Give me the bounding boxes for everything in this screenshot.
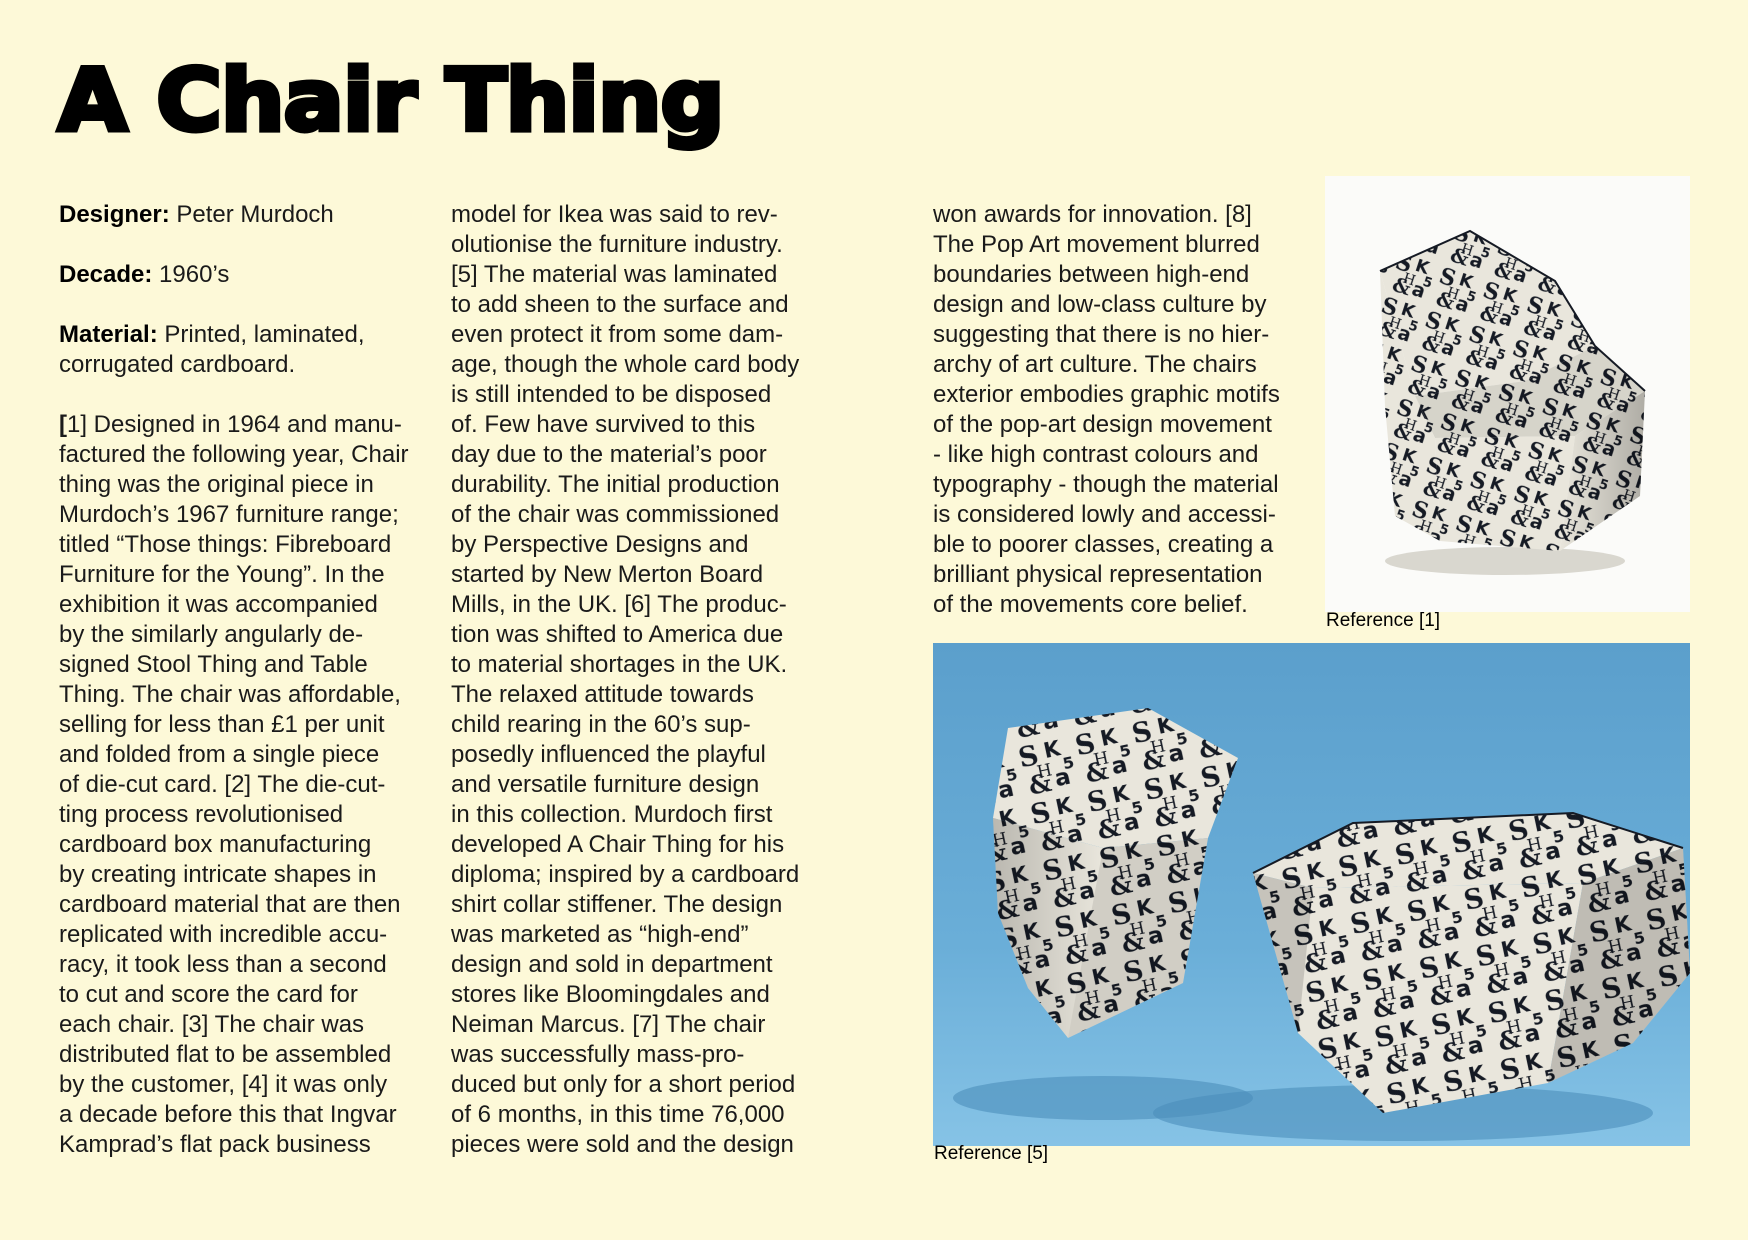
text-line: selling for less than £1 per unit bbox=[59, 711, 385, 738]
material-line bbox=[59, 320, 439, 380]
text-line: design and sold in department bbox=[451, 951, 773, 978]
material-label: Material: bbox=[59, 321, 158, 348]
text-line: to add sheen to the surface and bbox=[451, 291, 789, 318]
text-line: of the movements core belief. bbox=[933, 591, 1248, 618]
text-line: and versatile furniture design bbox=[451, 771, 760, 798]
text-line: Thing. The chair was affordable, bbox=[59, 681, 401, 708]
text-column-1 bbox=[59, 200, 439, 1160]
text-line: posedly influenced the playful bbox=[451, 741, 766, 768]
text-line: day due to the material’s poor bbox=[451, 441, 767, 468]
text-line: by the similarly angularly de- bbox=[59, 621, 364, 648]
text-line: thing was the original piece in bbox=[59, 471, 374, 498]
text-line: - like high contrast colours and bbox=[933, 441, 1259, 468]
text-line: shirt collar stiffener. The design bbox=[451, 891, 783, 918]
text-line: suggesting that there is no hier- bbox=[933, 321, 1270, 348]
body-paragraph-2 bbox=[451, 200, 831, 1160]
text-line: and folded from a single piece bbox=[59, 741, 380, 768]
reference-1-photo bbox=[1325, 176, 1690, 612]
body-first-line: 1] Designed in 1964 and manu- bbox=[67, 411, 402, 438]
text-line: ting process revolutionised bbox=[59, 801, 344, 828]
text-line: model for Ikea was said to rev- bbox=[451, 201, 778, 228]
text-line: of the chair was commissioned bbox=[451, 501, 780, 528]
designer-line bbox=[59, 200, 439, 230]
text-line: in this collection. Murdoch first bbox=[451, 801, 773, 828]
text-line: design and low-class culture by bbox=[933, 291, 1267, 318]
text-line: of. Few have survived to this bbox=[451, 411, 756, 438]
text-line: stores like Bloomingdales and bbox=[451, 981, 770, 1008]
reference-bracket: [ bbox=[59, 411, 67, 438]
text-line bbox=[59, 410, 439, 440]
text-line: to material shortages in the UK. bbox=[451, 651, 788, 678]
text-line: olutionise the furniture industry. bbox=[451, 231, 783, 258]
text-line: signed Stool Thing and Table bbox=[59, 651, 368, 678]
text-line: by the customer, [4] it was only bbox=[59, 1071, 388, 1098]
reference-5-caption: Reference [5] bbox=[934, 1143, 1049, 1164]
designer-label: Designer: bbox=[59, 201, 170, 228]
text-line: by creating intricate shapes in bbox=[59, 861, 377, 888]
text-line: replicated with incredible accu- bbox=[59, 921, 388, 948]
text-line: Murdoch’s 1967 furniture range; bbox=[59, 501, 399, 528]
material-line-1 bbox=[59, 320, 439, 350]
text-line: boundaries between high-end bbox=[933, 261, 1250, 288]
text-line: brilliant physical representation bbox=[933, 561, 1263, 588]
text-line: typography - though the material bbox=[933, 471, 1279, 498]
text-line: cardboard material that are then bbox=[59, 891, 401, 918]
text-line: diploma; inspired by a cardboard bbox=[451, 861, 800, 888]
text-line: The relaxed attitude towards bbox=[451, 681, 754, 708]
text-line: The Pop Art movement blurred bbox=[933, 231, 1260, 258]
text-line: is considered lowly and accessi- bbox=[933, 501, 1276, 528]
text-line: durability. The initial production bbox=[451, 471, 780, 498]
material-value: Printed, laminated, bbox=[164, 321, 365, 348]
page-title: A Chair Thing bbox=[58, 51, 724, 151]
text-line: developed A Chair Thing for his bbox=[451, 831, 785, 858]
text-line: archy of art culture. The chairs bbox=[933, 351, 1257, 378]
decade-label: Decade: bbox=[59, 261, 153, 288]
text-line: ble to poorer classes, creating a bbox=[933, 531, 1274, 558]
text-line: was marketed as “high-end” bbox=[451, 921, 749, 948]
text-line: child rearing in the 60’s sup- bbox=[451, 711, 751, 738]
text-line: of the pop-art design movement bbox=[933, 411, 1272, 438]
text-line: cardboard box manufacturing bbox=[59, 831, 372, 858]
text-line: exterior embodies graphic motifs bbox=[933, 381, 1280, 408]
text-line: Furniture for the Young”. In the bbox=[59, 561, 385, 588]
text-line: of die-cut card. [2] The die-cut- bbox=[59, 771, 386, 798]
text-line: racy, it took less than a second bbox=[59, 951, 387, 978]
reference-1-caption: Reference [1] bbox=[1326, 610, 1441, 631]
text-column-2 bbox=[451, 200, 831, 1160]
decade-line bbox=[59, 260, 439, 290]
text-line: [5] The material was laminated bbox=[451, 261, 778, 288]
text-line: factured the following year, Chair bbox=[59, 441, 409, 468]
text-line: pieces were sold and the design bbox=[451, 1131, 794, 1158]
text-line: duced but only for a short period bbox=[451, 1071, 796, 1098]
text-line: was successfully mass-pro- bbox=[451, 1041, 745, 1068]
text-line: Kamprad’s flat pack business bbox=[59, 1131, 371, 1158]
text-column-3 bbox=[933, 200, 1313, 620]
chair-photo-icon bbox=[1325, 176, 1690, 612]
chair-and-stool-photo-icon bbox=[933, 643, 1690, 1146]
text-line: won awards for innovation. [8] bbox=[933, 201, 1252, 228]
text-line: Neiman Marcus. [7] The chair bbox=[451, 1011, 766, 1038]
text-line: age, though the whole card body bbox=[451, 351, 800, 378]
text-line: of 6 months, in this time 76,000 bbox=[451, 1101, 785, 1128]
text-line: tion was shifted to America due bbox=[451, 621, 784, 648]
text-line: Mills, in the UK. [6] The produc- bbox=[451, 591, 787, 618]
text-line: distributed flat to be assembled bbox=[59, 1041, 392, 1068]
text-line: titled “Those things: Fibreboard bbox=[59, 531, 392, 558]
text-line: by Perspective Designs and bbox=[451, 531, 749, 558]
text-line: each chair. [3] The chair was bbox=[59, 1011, 365, 1038]
text-line: started by New Merton Board bbox=[451, 561, 764, 588]
material-value-2: corrugated cardboard. bbox=[59, 351, 296, 378]
body-paragraph-1 bbox=[59, 410, 439, 1160]
body-paragraph-3 bbox=[933, 200, 1313, 620]
text-line: to cut and score the card for bbox=[59, 981, 358, 1008]
text-line: is still intended to be disposed bbox=[451, 381, 772, 408]
reference-5-photo bbox=[933, 643, 1690, 1146]
text-line: even protect it from some dam- bbox=[451, 321, 784, 348]
decade-value: 1960’s bbox=[159, 261, 230, 288]
text-line: a decade before this that Ingvar bbox=[59, 1101, 397, 1128]
designer-value: Peter Murdoch bbox=[176, 201, 334, 228]
text-line: exhibition it was accompanied bbox=[59, 591, 378, 618]
